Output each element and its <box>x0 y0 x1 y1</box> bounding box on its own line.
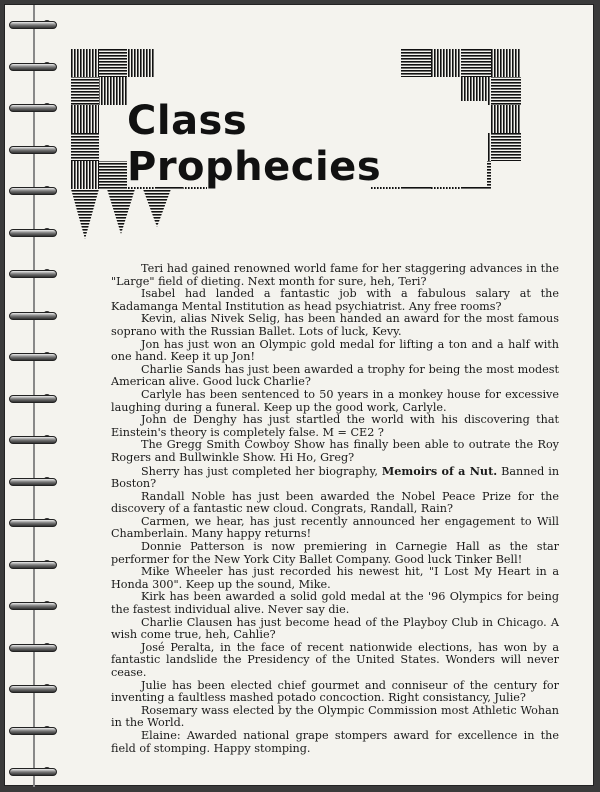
prophecy-paragraph: Kirk has been awarded a solid gold medal at the '96 Olympics for being the fastest individual alive. Never say die. <box>111 590 559 617</box>
binding-ring <box>7 183 63 197</box>
prophecy-paragraph: Rosemary wass elected by the Olympic Commission most Athletic Wohan in the World. <box>111 703 559 730</box>
binding-ring <box>7 100 63 114</box>
binding-ring <box>7 308 63 322</box>
binding-ring <box>7 640 63 654</box>
binding-ring <box>7 598 63 612</box>
binding-ring <box>7 391 63 405</box>
spiral-wire <box>9 395 57 403</box>
prophecy-paragraph-sherry <box>111 465 559 491</box>
prophecy-paragraph: Charlie Clausen has just become head of the Playboy Club in Chicago. A wish come true, heh, Cahlie? <box>111 615 559 642</box>
spiral-wire <box>9 519 57 527</box>
prophecies-text <box>111 263 559 755</box>
binding-ring <box>7 349 63 363</box>
spiral-wire <box>9 436 57 444</box>
binding-ring <box>7 764 63 778</box>
spiral-wire <box>9 229 57 237</box>
prophecy-paragraph: John de Denghy has just startled the world with his discovering that Einstein's theory is completely false. M = CE2 ? <box>111 413 559 439</box>
prophecy-paragraph: Charlie Sands has just been awarded a trophy for being the most modest American alive. Good luck Charlie? <box>111 362 559 389</box>
prophecy-paragraph: Julie has been elected chief gourmet and conniseur of the century for inventing a faultless mashed potado concoction. Right consistancy, Julie? <box>111 678 559 705</box>
binding-ring <box>7 432 63 446</box>
spiral-binding <box>5 5 69 787</box>
spiral-wire <box>9 478 57 486</box>
spiral-wire <box>9 644 57 652</box>
prophecy-paragraph: José Peralta, in the face of recent nationwide elections, has won by a fantastic landslide the Presidency of the United States. Wonders will never cease. <box>111 640 559 679</box>
binding-ring <box>7 142 63 156</box>
spiral-wire <box>9 602 57 610</box>
hanging-triangles <box>71 189 171 239</box>
spiral-wire <box>9 21 57 29</box>
binding-ring <box>7 557 63 571</box>
prophecy-paragraph: Carmen, we hear, has just recently announced her engagement to Will Chamberlain. Many happy returns! <box>111 514 559 541</box>
spiral-wire <box>9 187 57 195</box>
spiral-wire <box>9 727 57 735</box>
binding-ring <box>7 515 63 529</box>
spiral-wire <box>9 146 57 154</box>
binding-ring <box>7 266 63 280</box>
spiral-wire <box>9 685 57 693</box>
prophecy-paragraph: Randall Noble has just been awarded the Nobel Peace Prize for the discovery of a fantastic new cloud. Congrats, Randall, Rain? <box>111 489 559 516</box>
prophecy-paragraph: Jon has just won an Olympic gold medal for lifting a ton and a half with one hand. Keep it up Jon! <box>111 337 559 364</box>
binding-ring <box>7 681 63 695</box>
prophecy-paragraph: Kevin, alias Nivek Selig, has been handed an award for the most famous soprano with the Russian Ballet. Lots of luck, Kevy. <box>111 312 559 338</box>
sherry-text-before: Sherry has just completed her biography, <box>141 464 382 478</box>
binding-ring <box>7 59 63 73</box>
prophecy-paragraph: Donnie Patterson is now premiering in Carnegie Hall as the star performer for the New York City Ballet Company. Good luck Tinker Bell! <box>111 540 559 566</box>
yearbook-page <box>4 4 594 786</box>
prophecy-paragraph: Teri had gained renowned world fame for her staggering advances in the "Large" field of dieting. Next month for sure, heh, Teri? <box>111 262 559 288</box>
sherry-text-after: Banned in Boston? <box>111 464 560 491</box>
spiral-wire <box>9 104 57 112</box>
spiral-wire <box>9 353 57 361</box>
binding-ring <box>7 17 63 31</box>
spiral-wire <box>9 561 57 569</box>
prophecy-paragraph: Isabel had landed a fantastic job with a fabulous salary at the Kadamanga Mental Institution as head psychiatrist. Any free rooms? <box>111 287 559 313</box>
spiral-wire <box>9 270 57 278</box>
spiral-wire <box>9 312 57 320</box>
prophecy-paragraph: Carlyle has been sentenced to 50 years in a monkey house for excessive laughing during a funeral. Keep up the good work, Carlyle. <box>111 387 559 414</box>
prophecy-paragraph: Elaine: Awarded national grape stompers award for excellence in the field of stomping. Happy stomping. <box>111 728 559 755</box>
book-title: Memoirs of a Nut. <box>381 463 498 478</box>
title-box <box>127 98 487 190</box>
binding-ring <box>7 723 63 737</box>
spiral-wire <box>9 63 57 71</box>
binding-ring <box>7 225 63 239</box>
binding-ring <box>7 474 63 488</box>
prophecy-paragraph: Mike Wheeler has just recorded his newest hit, "I Lost My Heart in a Honda 300". Keep up the sound, Mike. <box>111 565 559 591</box>
spiral-wire <box>9 768 57 776</box>
page-title: Class Prophecies <box>127 98 382 190</box>
prophecy-paragraph: The Gregg Smith Cowboy Show has finally been able to outrate the Roy Rogers and Bullwinkle Show. Hi Ho, Greg? <box>111 438 559 464</box>
